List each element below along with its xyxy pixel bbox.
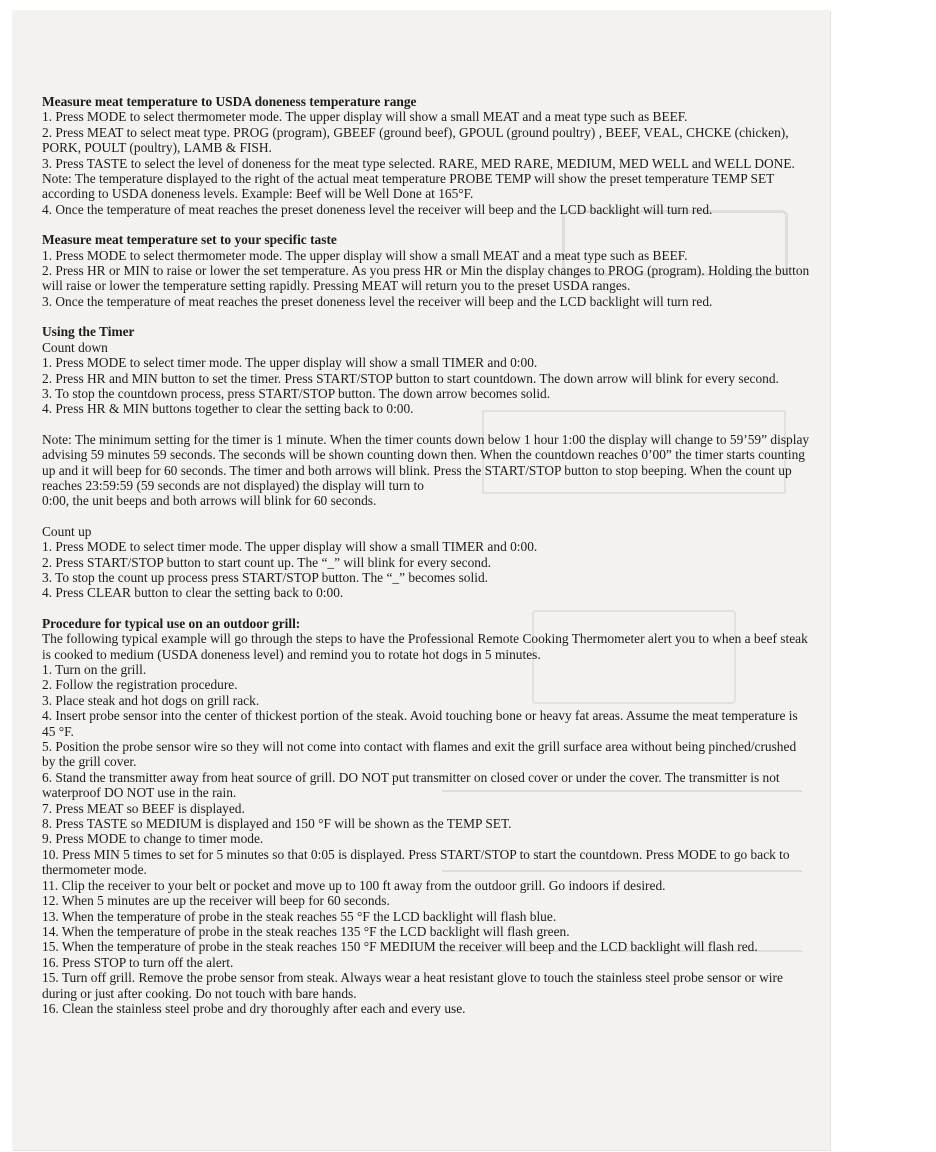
section [42,94,810,217]
text-line: Count down [42,339,108,355]
text-line: 4. Insert probe sensor into the center of thickest portion of the steak. Avoid touching bone or heavy fat areas. Assume the meat temperature is 45 °F. [42,708,798,739]
text-line: 16. Press STOP to turn off the alert. [42,954,234,970]
text-line: 2. Press MEAT to select meat type. PROG (program), GBEEF (ground beef), GPOUL (ground poultry) , BEEF, VEAL, CHCKE (chicken), PORK, POULT (poultry), LAMB & FISH. [42,124,789,156]
paragraph-gap [42,417,810,432]
text-line: 2. Press HR or MIN to raise or lower the set temperature. As you press HR or Min the display changes to PROG (program). Holding the button will raise or lower the temperature setting rapidly. Pressing MEAT will return you to the preset USDA ranges. [42,263,810,294]
text-line: 8. Press TASTE so MEDIUM is displayed and 150 °F will be shown as the TEMP SET. [42,816,512,832]
text-line: 1. Turn on the grill. [42,662,147,677]
text-line: 16. Clean the stainless steel probe and dry thoroughly after each and every use. [42,1000,466,1016]
text-line: 1. Press MODE to select thermometer mode. The upper display will show a small MEAT and a meat type such as BEEF. [42,109,688,125]
text-line: 3. Place steak and hot dogs on grill rack. [42,692,260,708]
text-line: 3. To stop the countdown process, press START/STOP button. The down arrow becomes solid. [42,385,551,401]
text-line: 2. Press HR and MIN button to set the timer. Press START/STOP button to start countdown. The down arrow will blink for every second. [42,370,779,386]
text-line: 3. Once the temperature of meat reaches the preset doneness level the receiver will beep and the LCD backlight will turn red. [42,293,713,309]
section-heading: Measure meat temperature set to your specific taste [42,232,337,248]
text-line: 14. When the temperature of probe in the steak reaches 135 °F the LCD backlight will flash green. [42,923,570,939]
section-heading: Measure meat temperature to USDA doneness temperature range [42,94,417,109]
text-line: 13. When the temperature of probe in the steak reaches 55 °F the LCD backlight will flash blue. [42,908,557,924]
section [42,616,810,1017]
text-line: 10. Press MIN 5 times to set for 5 minutes so that 0:05 is displayed. Press START/STOP to start the countdown. Press MODE to go back to thermometer mode. [42,846,790,878]
text-line: 2. Press START/STOP button to start count up. The “_” will blink for every second. [42,554,492,570]
text-line: 2. Follow the registration procedure. [42,677,238,693]
text-line: 15. When the temperature of probe in the steak reaches 150 °F MEDIUM the receiver will beep and the LCD backlight will flash red. [42,939,758,955]
section-heading: Procedure for typical use on an outdoor grill: [42,615,301,631]
text-line: 4. Press HR & MIN buttons together to clear the setting back to 0:00. [42,401,414,417]
text-line: 1. Press MODE to select timer mode. The upper display will show a small TIMER and 0:00. [42,355,538,371]
text-line: 0:00, the unit beeps and both arrows will blink for 60 seconds. [42,493,377,509]
text-line: 9. Press MODE to change to timer mode. [42,831,264,847]
text-line: 11. Clip the receiver to your belt or pocket and move up to 100 ft away from the outdoor grill. Go indoors if desired. [42,877,666,893]
text-line: 1. Press MODE to select timer mode. The upper display will show a small TIMER and 0:00. [42,539,538,555]
text-line: 1. Press MODE to select thermometer mode. The upper display will show a small MEAT and a meat type such as BEEF. [42,247,688,263]
text-line: The following typical example will go through the steps to have the Professional Remote Cooking Thermometer alert you to when a beef steak is cooked to medium (USDA doneness level) and remind you to rotate hot dogs in 5 minutes. [42,631,808,662]
section [42,232,810,309]
text-line: 3. Press TASTE to select the level of doneness for the meat type selected. RARE, MED RARE, MEDIUM, MED WELL and WELL DONE. Note: The temperature displayed to the right of the actual meat temperature PROBE TEMP will show the preset temperature TEMP SET according to USDA doneness levels. Example: Beef will be Well Done at 165°F. [42,155,795,202]
text-line: 3. To stop the count up process press START/STOP button. The “_” becomes solid. [42,569,488,585]
document-body [42,94,810,1031]
text-line: 15. Turn off grill. Remove the probe sensor from steak. Always wear a heat resistant glove to touch the stainless steel probe sensor or wire during or just after cooking. Do not touch with bare hands. [42,970,783,1001]
text-line: 6. Stand the transmitter away from heat source of grill. DO NOT put transmitter on closed cover or under the cover. The transmitter is not waterproof DO NOT use in the rain. [42,769,780,801]
text-line: Note: The minimum setting for the timer is 1 minute. When the timer counts down below 1 hour 1:00 the display will change to 59’59” display advising 59 minutes 59 seconds. The seconds will be shown counting down then. When the countdown reaches 0’00” the timer starts counting up and it will beep for 60 seconds. The timer and both arrows will blink. Press the START/STOP button to stop beeping. When the count up reaches 23:59:59 (59 seconds are not displayed) the display will turn to [42,431,810,493]
text-line: Count up [42,523,92,539]
text-line: 12. When 5 minutes are up the receiver will beep for 60 seconds. [42,893,390,909]
section-heading: Using the Timer [42,324,135,340]
text-line: 4. Press CLEAR button to clear the setting back to 0:00. [42,585,344,601]
text-line: 4. Once the temperature of meat reaches the preset doneness level the receiver will beep and the LCD backlight will turn red. [42,201,713,217]
text-line: 7. Press MEAT so BEEF is displayed. [42,800,245,816]
text-line: 5. Position the probe sensor wire so they will not come into contact with flames and exit the grill surface area without being pinched/crushed by the grill cover. [42,739,797,770]
section [42,324,810,601]
paragraph-gap [42,509,810,524]
